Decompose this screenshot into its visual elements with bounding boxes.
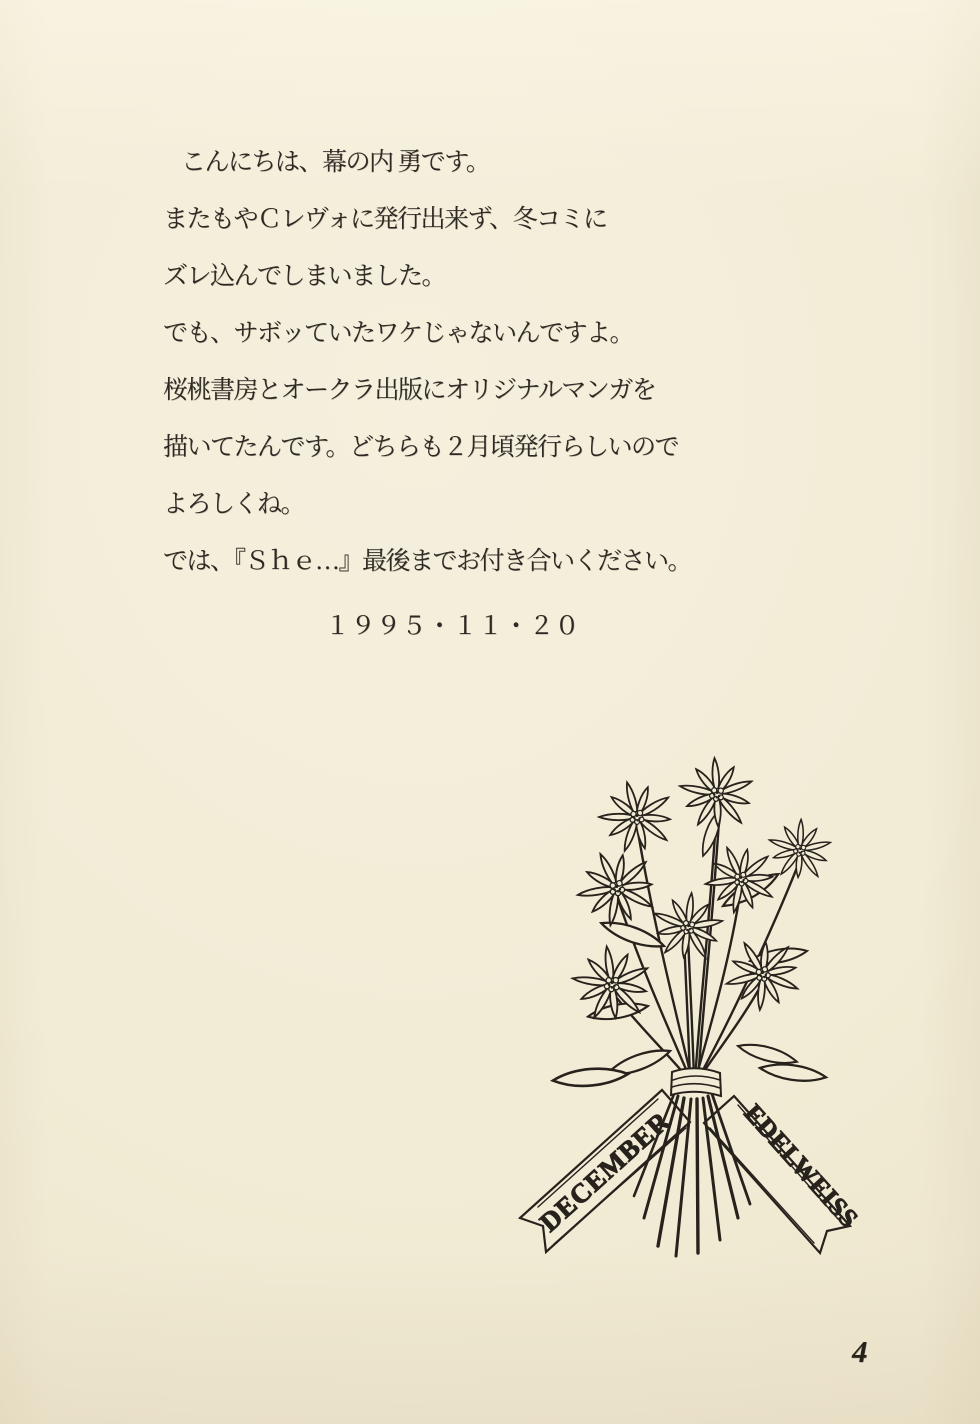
afterword-line: ズレ込んでしまいました。 bbox=[163, 263, 446, 290]
afterword-line: 桜桃書房とオークラ出版にオリジナルマンガを bbox=[163, 377, 656, 404]
afterword-line: またもやＣレヴォに発行出来ず、冬コミに bbox=[163, 206, 607, 233]
page-number: 4 bbox=[852, 1334, 868, 1369]
afterword-line: でも、サボッていたワケじゃないんですよ。 bbox=[163, 320, 634, 347]
afterword-text-block bbox=[163, 134, 691, 655]
edelweiss-flower bbox=[571, 845, 657, 931]
afterword-line: こんにちは、幕の内 勇です。 bbox=[181, 149, 490, 176]
ribbon-december-label: DECEMBER bbox=[533, 1105, 676, 1238]
edelweiss-bouquet-illustration bbox=[498, 756, 866, 1268]
edelweiss-flower bbox=[599, 782, 670, 852]
ribbon-edelweiss-label: EDELWEISS bbox=[738, 1098, 865, 1234]
afterword-line: 描いてたんです。どちらも２月頃発行らしいので bbox=[163, 434, 679, 461]
afterword-line: よろしくね。 bbox=[163, 491, 305, 518]
stem-tie-wrap bbox=[671, 1068, 721, 1096]
afterword-date: １９９５・１１・２０ bbox=[325, 613, 581, 640]
afterword-line: では、『Ｓｈｅ…』最後までお付き合いください。 bbox=[163, 548, 692, 575]
ribbon-december bbox=[520, 1090, 690, 1252]
